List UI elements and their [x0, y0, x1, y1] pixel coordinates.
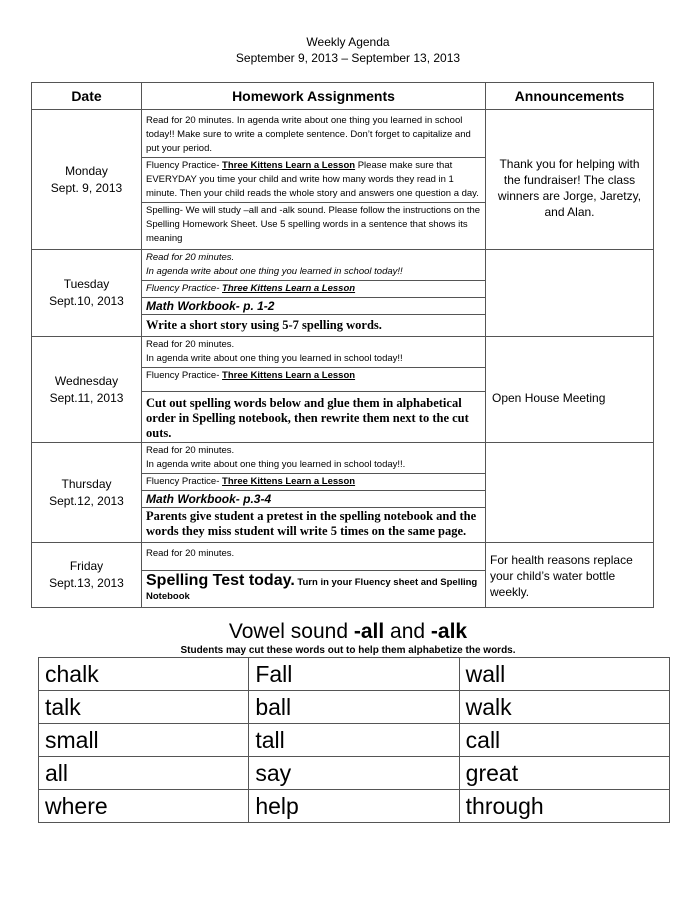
- homework-item: Cut out spelling words below and glue them in alphabetical order in Spelling notebook, then rewrite them next to the cut outs.: [146, 396, 469, 440]
- homework-cell: [142, 543, 486, 608]
- word-cell: small: [39, 724, 249, 757]
- word-cell: help: [249, 790, 459, 823]
- story-title: Three Kittens Learn a Lesson: [222, 159, 356, 171]
- homework-cell: [142, 443, 486, 543]
- word-row: [39, 790, 670, 823]
- agenda-row-thursday: [32, 443, 654, 543]
- homework-item: Fluency Practice- Three Kittens Learn a Lesson: [142, 281, 485, 298]
- date-cell: [32, 110, 142, 250]
- announcement-cell: [486, 337, 654, 443]
- word-row: [39, 757, 670, 790]
- agenda-table: [31, 82, 654, 608]
- homework-item: Fluency Practice- Three Kittens Learn a Lesson: [142, 368, 485, 392]
- word-cell: all: [39, 757, 249, 790]
- word-cell: walk: [459, 691, 669, 724]
- homework-item: Read for 20 minutes. In agenda write about one thing you learned in school today!!: [142, 337, 485, 368]
- day-name: Monday: [65, 163, 108, 178]
- agenda-title: Weekly Agenda: [306, 35, 390, 49]
- announcement-text: Open House Meeting: [492, 390, 606, 405]
- col-header-homework: Homework Assignments: [142, 83, 486, 110]
- spelling-test-notice: Spelling Test today.: [146, 571, 295, 589]
- word-cell: talk: [39, 691, 249, 724]
- homework-item: Math Workbook- p. 1-2: [142, 298, 485, 315]
- homework-item: Math Workbook- p.3-4: [142, 491, 485, 508]
- homework-item: Read for 20 minutes.: [142, 546, 485, 571]
- agenda-row-tuesday: [32, 250, 654, 337]
- day-date: Sept. 9, 2013: [50, 180, 123, 195]
- homework-cell: [142, 250, 486, 337]
- word-cell: ball: [249, 691, 459, 724]
- announcement-cell: [486, 110, 654, 250]
- col-header-announcements: Announcements: [486, 83, 654, 110]
- agenda-row-wednesday: [32, 337, 654, 443]
- homework-item: Fluency Practice- Three Kittens Learn a Lesson Please make sure that EVERYDAY you time your child and write how many words they read in 1 minute. Then your child reads the whole story and answers one question a day.: [142, 158, 485, 203]
- homework-item: Spelling Test today. Turn in your Fluency sheet and Spelling Notebook: [146, 571, 478, 602]
- day-name: Friday: [69, 559, 104, 573]
- day-date: Sept.10, 2013: [49, 294, 124, 308]
- agenda-row-monday: [32, 110, 654, 250]
- homework-cell: [142, 337, 486, 443]
- word-row: [39, 724, 670, 757]
- word-row: [39, 691, 670, 724]
- day-name: Wednesday: [54, 373, 119, 388]
- word-cell: where: [39, 790, 249, 823]
- word-cell: say: [249, 757, 459, 790]
- word-cell: through: [459, 790, 669, 823]
- date-cell: [32, 543, 142, 608]
- word-cell: great: [459, 757, 669, 790]
- announcement-text: Thank you for helping with the fundraiser! The class winners are Jorge, Jaretzy, and Alan.: [497, 157, 642, 219]
- day-date: Sept.13, 2013: [49, 576, 124, 590]
- homework-item: Read for 20 minutes. In agenda write about one thing you learned in school today!!: [142, 250, 485, 281]
- word-cell: Fall: [249, 658, 459, 691]
- day-name: Tuesday: [63, 277, 110, 291]
- homework-item: Read for 20 minutes. In agenda write about one thing you learned in school today!!.: [142, 443, 485, 474]
- word-cell: tall: [249, 724, 459, 757]
- date-cell: [32, 443, 142, 543]
- announcement-cell: [486, 443, 654, 543]
- spelling-words-table: [38, 657, 670, 823]
- col-header-date: Date: [32, 83, 142, 110]
- date-cell: [32, 337, 142, 443]
- homework-item: Fluency Practice- Three Kittens Learn a Lesson: [142, 474, 485, 491]
- day-date: Sept.12, 2013: [49, 493, 124, 508]
- homework-item: Spelling- We will study –all and -alk sound. Please follow the instructions on the Spelling Homework Sheet. Use 5 spelling words in a sentence that shows its meaning: [146, 204, 481, 244]
- word-cell: wall: [459, 658, 669, 691]
- story-title: Three Kittens Learn a Lesson: [222, 370, 356, 381]
- day-name: Thursday: [61, 476, 112, 491]
- announcement-cell: [486, 250, 654, 337]
- agenda-date-range: September 9, 2013 – September 13, 2013: [235, 51, 461, 65]
- agenda-row-friday: [32, 543, 654, 608]
- announcement-text: For health reasons replace your child’s water bottle weekly.: [490, 552, 633, 599]
- story-title: Three Kittens Learn a Lesson: [222, 283, 356, 294]
- date-cell: [32, 250, 142, 337]
- word-cell: call: [459, 724, 669, 757]
- homework-item: Read for 20 minutes. In agenda write about one thing you learned in school today!! Make sure to write a complete sentence. Don’t forget to capitalize and put your period.: [142, 113, 485, 158]
- word-cell: chalk: [39, 658, 249, 691]
- day-date: Sept.11, 2013: [49, 390, 124, 405]
- homework-item: Write a short story using 5-7 spelling words.: [146, 318, 382, 332]
- vowel-sound-title: Vowel sound -all and -alk: [228, 620, 468, 643]
- homework-cell: [142, 110, 486, 250]
- homework-item: Parents give student a pretest in the spelling notebook and the words they miss student will write 5 times on the same page.: [146, 509, 477, 538]
- story-title: Three Kittens Learn a Lesson: [222, 476, 356, 487]
- vowel-sound-subtitle: Students may cut these words out to help them alphabetize the words.: [180, 645, 516, 656]
- announcement-cell: [486, 543, 654, 608]
- word-row: [39, 658, 670, 691]
